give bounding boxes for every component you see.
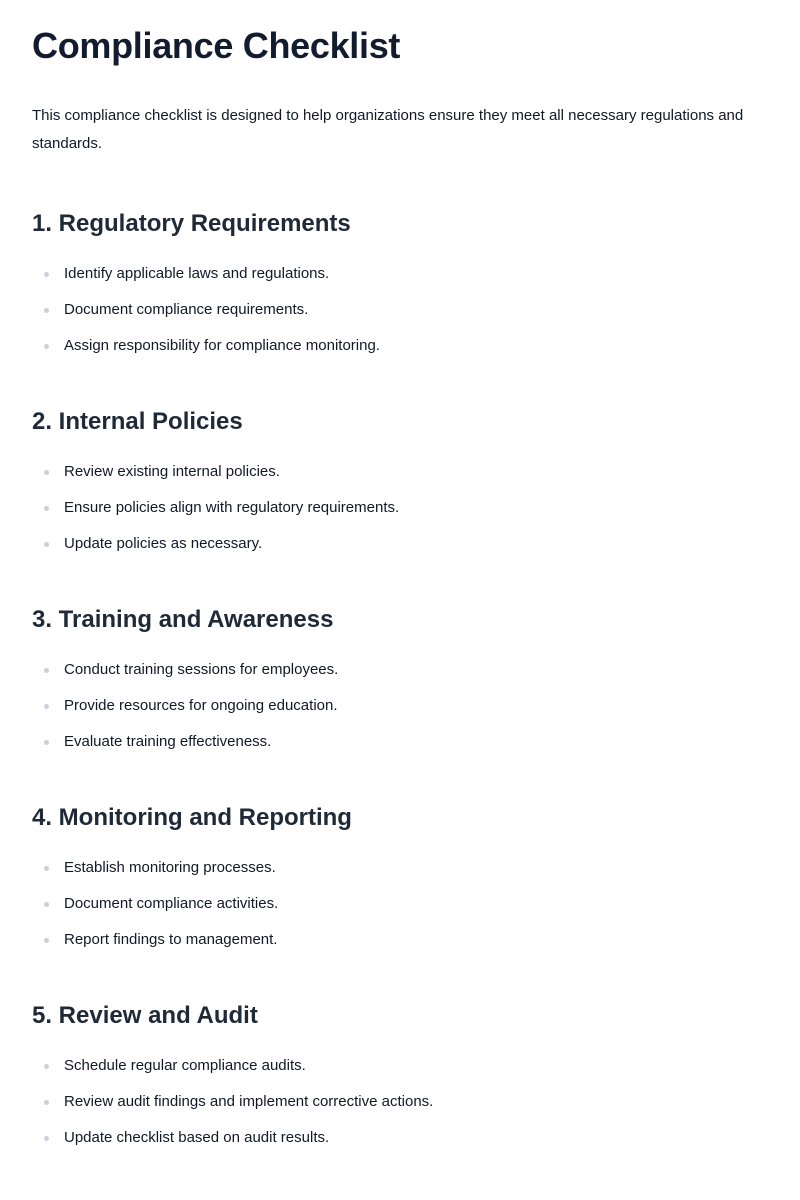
checklist-items [32, 660, 768, 752]
checklist-item [32, 858, 768, 878]
bullet-icon [44, 704, 49, 709]
page-title: Compliance Checklist [32, 25, 401, 66]
checklist-item [32, 930, 768, 950]
checklist-item [32, 696, 768, 716]
bullet-icon [44, 740, 49, 745]
checklist-item-text: Review audit findings and implement corrective actions. [64, 1093, 434, 1110]
checklist-item-text: Update policies as necessary. [64, 535, 263, 552]
checklist-item-text: Conduct training sessions for employees. [64, 661, 339, 678]
checklist-item [32, 534, 768, 554]
bullet-icon [44, 344, 49, 349]
checklist-item-text: Evaluate training effectiveness. [64, 733, 272, 750]
bullet-icon [44, 272, 49, 277]
bullet-icon [44, 1064, 49, 1069]
checklist-item-text: Identify applicable laws and regulations. [64, 265, 330, 282]
checklist-item [32, 660, 768, 680]
bullet-icon [44, 938, 49, 943]
checklist-item-text: Schedule regular compliance audits. [64, 1057, 306, 1074]
checklist-item [32, 1128, 768, 1148]
checklist-item [32, 1092, 768, 1112]
section-review-and-audit [32, 1002, 768, 1148]
checklist-item [32, 336, 768, 356]
checklist-item [32, 498, 768, 518]
checklist-item [32, 264, 768, 284]
checklist-item [32, 1056, 768, 1076]
section-heading: 5. Review and Audit [32, 1002, 258, 1029]
section-heading: 4. Monitoring and Reporting [32, 804, 352, 831]
checklist-item-text: Review existing internal policies. [64, 463, 280, 480]
checklist-items [32, 264, 768, 356]
bullet-icon [44, 668, 49, 673]
section-heading: 1. Regulatory Requirements [32, 210, 351, 237]
checklist-items [32, 1056, 768, 1148]
bullet-icon [44, 866, 49, 871]
checklist-item [32, 462, 768, 482]
section-training-and-awareness [32, 606, 768, 752]
bullet-icon [44, 470, 49, 475]
checklist-item-text: Document compliance activities. [64, 895, 279, 912]
section-regulatory-requirements [32, 210, 768, 356]
checklist-item [32, 732, 768, 752]
bullet-icon [44, 542, 49, 547]
section-internal-policies [32, 408, 768, 554]
checklist-item-text: Assign responsibility for compliance monitoring. [64, 337, 380, 354]
checklist-item [32, 300, 768, 320]
checklist-item-text: Provide resources for ongoing education. [64, 697, 338, 714]
bullet-icon [44, 1136, 49, 1141]
checklist-items [32, 858, 768, 950]
bullet-icon [44, 902, 49, 907]
section-monitoring-and-reporting [32, 804, 768, 950]
checklist-item-text: Establish monitoring processes. [64, 859, 276, 876]
checklist-items [32, 462, 768, 554]
bullet-icon [44, 308, 49, 313]
checklist-item-text: Document compliance requirements. [64, 301, 309, 318]
checklist-item-text: Update checklist based on audit results. [64, 1129, 330, 1146]
bullet-icon [44, 1100, 49, 1105]
section-heading: 2. Internal Policies [32, 408, 243, 435]
bullet-icon [44, 506, 49, 511]
checklist-item-text: Ensure policies align with regulatory requirements. [64, 499, 400, 516]
checklist-item-text: Report findings to management. [64, 931, 278, 948]
intro-paragraph: This compliance checklist is designed to help organizations ensure they meet all necessary regulations and standards. [32, 107, 744, 152]
section-heading: 3. Training and Awareness [32, 606, 334, 633]
checklist-item [32, 894, 768, 914]
